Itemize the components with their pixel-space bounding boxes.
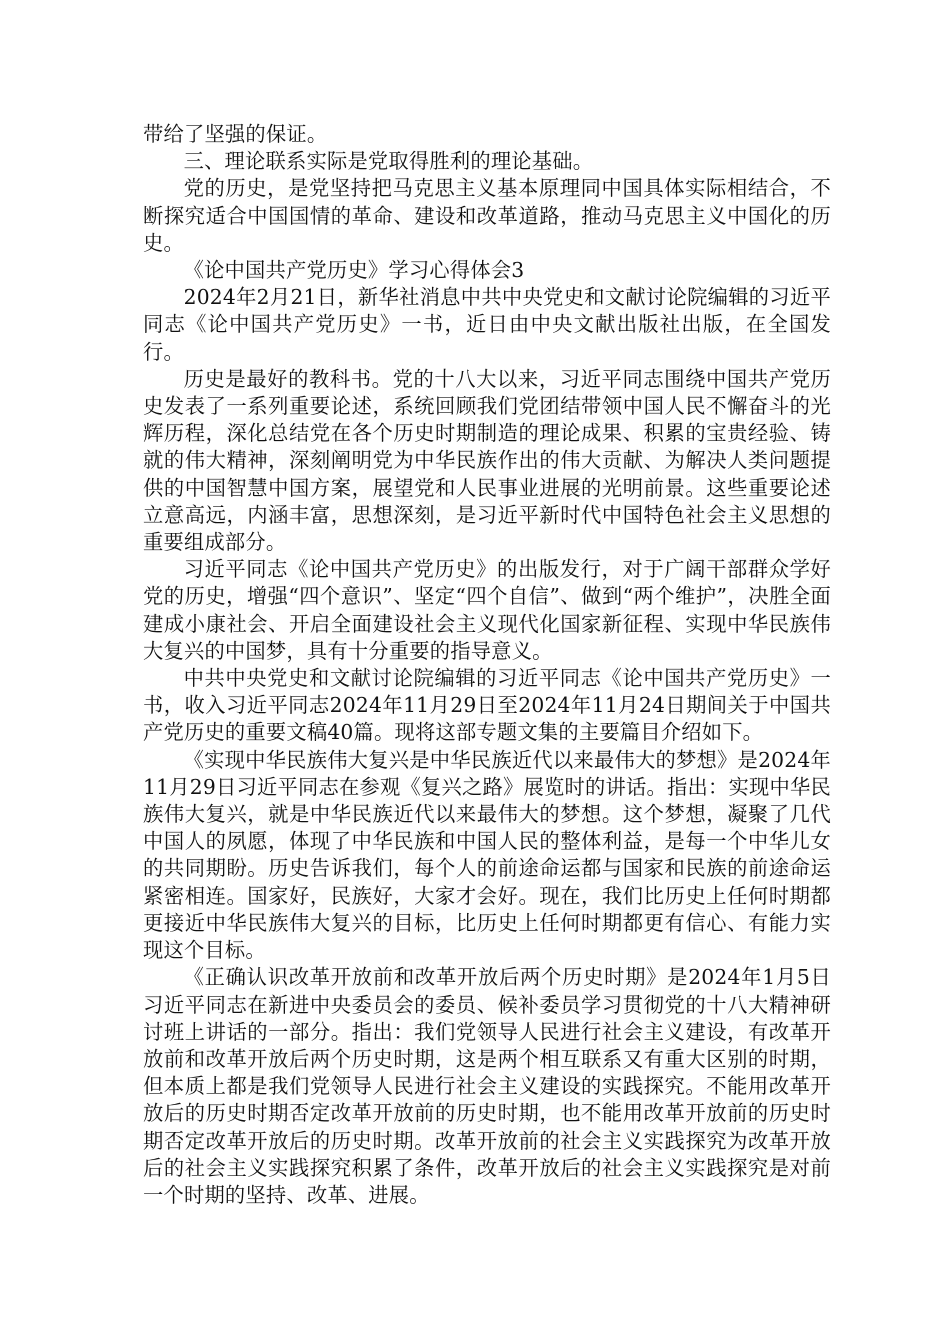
article-title: 《论中国共产党历史》学习心得体会3 bbox=[183, 258, 525, 283]
paragraph: 历史是最好的教科书。党的十八大以来，习近平同志围绕中国共产党历史发表了一系列重要论述，系统回顾我们党团结带领中国人民不懈奋斗的光辉历程，深化总结党在各个历史时期制造的理论成果、积累的宝贵经验、铸就的伟大精神，深刻阐明党为中华民族作出的伟大贡献、为解决人类问题提供的中国智慧中国方案，展望党和人民事业进展的光明前景。这些重要论述立意高远，内涵丰富，思想深刻，是习近平新时代中国特色社会主义思想的重要组成部分。 bbox=[143, 366, 831, 555]
paragraph: 习近平同志《论中国共产党历史》的出版发行，对于广阔干部群众学好党的历史，增强“四个意识”、坚定“四个自信”、做到“两个维护”，决胜全面建成小康社会、开启全面建设社会主义现代化国家新征程、实现中华民族伟大复兴的中国梦，具有十分重要的指导意义。 bbox=[143, 557, 831, 663]
paragraph: 《实现中华民族伟大复兴是中华民族近代以来最伟大的梦想》是2024年11月29日习近平同志在参观《复兴之路》展览时的讲话。指出：实现中华民族伟大复兴，就是中华民族近代以来最伟大的梦想。这个梦想，凝聚了几代中国人的夙愿，体现了中华民族和中国人民的整体利益，是每一个中华儿女的共同期盼。历史告诉我们，每个人的前途命运都与国家和民族的前途命运紧密相连。国家好，民族好，大家才会好。现在，我们比历史上任何时期都更接近中华民族伟大复兴的目标，比历史上任何时期都更有信心、有能力实现这个目标。 bbox=[143, 747, 831, 963]
paragraph: 中共中央党史和文献讨论院编辑的习近平同志《论中国共产党历史》一书，收入习近平同志2024年11月29日至2024年11月24日期间关于中国共产党历史的重要文稿40篇。现将这部专题文集的主要篇目介绍如下。 bbox=[143, 666, 831, 745]
document-page bbox=[143, 121, 831, 1209]
paragraph: 2024年2月21日，新华社消息中共中央党史和文献讨论院编辑的习近平同志《论中国共产党历史》一书，近日由中央文献出版社出版，在全国发行。 bbox=[143, 285, 831, 364]
paragraph: 党的历史，是党坚持把马克思主义基本原理同中国具体实际相结合，不断探究适合中国国情的革命、建设和改革道路，推动马克思主义中国化的历史。 bbox=[143, 176, 831, 255]
section-heading-three: 三、理论联系实际是党取得胜利的理论基础。 bbox=[183, 149, 594, 174]
paragraph-continuation: 带给了坚强的保证。 bbox=[143, 122, 328, 146]
paragraph: 《正确认识改革开放前和改革开放后两个历史时期》是2024年1月5日习近平同志在新进中央委员会的委员、候补委员学习贯彻党的十八大精神研讨班上讲话的一部分。指出：我们党领导人民进行社会主义建设，有改革开放前和改革开放后两个历史时期，这是两个相互联系又有重大区别的时期，但本质上都是我们党领导人民进行社会主义建设的实践探究。不能用改革开放后的历史时期否定改革开放前的历史时期，也不能用改革开放前的历史时期否定改革开放后的历史时期。改革开放前的社会主义实践探究为改革开放后的社会主义实践探究积累了条件，改革开放后的社会主义实践探究是对前一个时期的坚持、改革、进展。 bbox=[143, 965, 831, 1207]
